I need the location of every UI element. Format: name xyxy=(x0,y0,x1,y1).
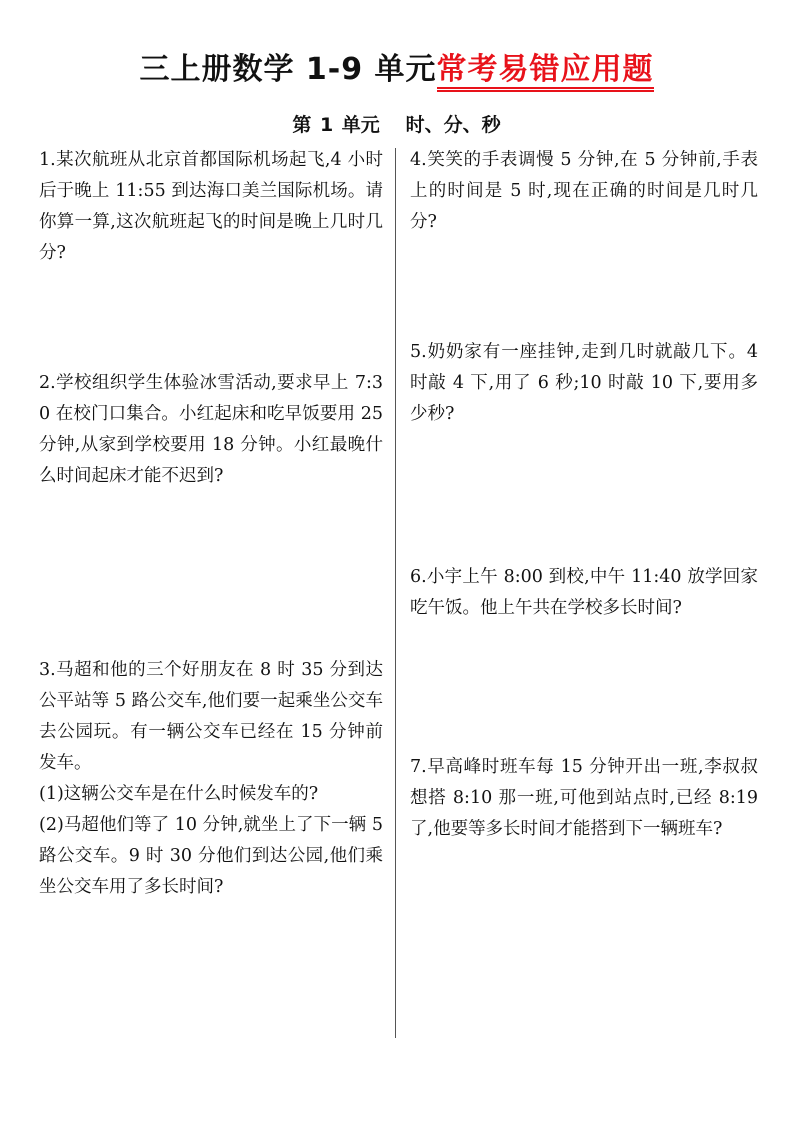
question-4 xyxy=(410,145,758,238)
question-5 xyxy=(410,337,758,430)
question-4-text: 4.笑笑的手表调慢 5 分钟,在 5 分钟前,手表上的时间是 5 时,现在正确的时间是几时几分? xyxy=(410,150,758,232)
question-1 xyxy=(39,145,383,269)
question-3-intro: 3.马超和他的三个好朋友在 8 时 35 分到达公平站等 5 路公交车,他们要一起乘坐公交车去公园玩。有一辆公交车已经在 15 分钟前发车。 xyxy=(39,660,383,773)
page-title-main: 三上册数学 1-9 单元 xyxy=(139,52,437,87)
question-1-text: 1.某次航班从北京首都国际机场起飞,4 小时后于晚上 11:55 到达海口美兰国际机场。请你算一算,这次航班起飞的时间是晚上几时几分? xyxy=(39,150,383,263)
question-2 xyxy=(39,368,383,492)
question-6 xyxy=(410,562,758,624)
unit-heading: 第 1 单元 时、分、秒 xyxy=(292,114,501,136)
page-title-highlight: 常考易错应用题 xyxy=(437,52,654,92)
question-3-part-1: (1)这辆公交车是在什么时候发车的? xyxy=(39,784,319,804)
page-title xyxy=(0,44,793,88)
question-7-text: 7.早高峰时班车每 15 分钟开出一班,李叔叔想搭 8:10 那一班,可他到站点时,已经 8:19 了,他要等多长时间才能搭到下一辆班车? xyxy=(410,757,758,839)
question-5-text: 5.奶奶家有一座挂钟,走到几时就敲几下。4 时敲 4 下,用了 6 秒;10 时敲 10 下,要用多少秒? xyxy=(410,342,758,424)
question-3 xyxy=(39,655,383,903)
question-2-text: 2.学校组织学生体验冰雪活动,要求早上 7:30 在校门口集合。小红起床和吃早饭要用 25 分钟,从家到学校要用 18 分钟。小红最晚什么时间起床才能不迟到? xyxy=(39,373,383,486)
column-divider xyxy=(395,148,396,1038)
question-3-part-2: (2)马超他们等了 10 分钟,就坐上了下一辆 5 路公交车。9 时 30 分他们到达公园,他们乘坐公交车用了多长时间? xyxy=(39,815,383,897)
question-7 xyxy=(410,752,758,845)
question-6-text: 6.小宇上午 8:00 到校,中午 11:40 放学回家吃午饭。他上午共在学校多长时间? xyxy=(410,567,758,618)
